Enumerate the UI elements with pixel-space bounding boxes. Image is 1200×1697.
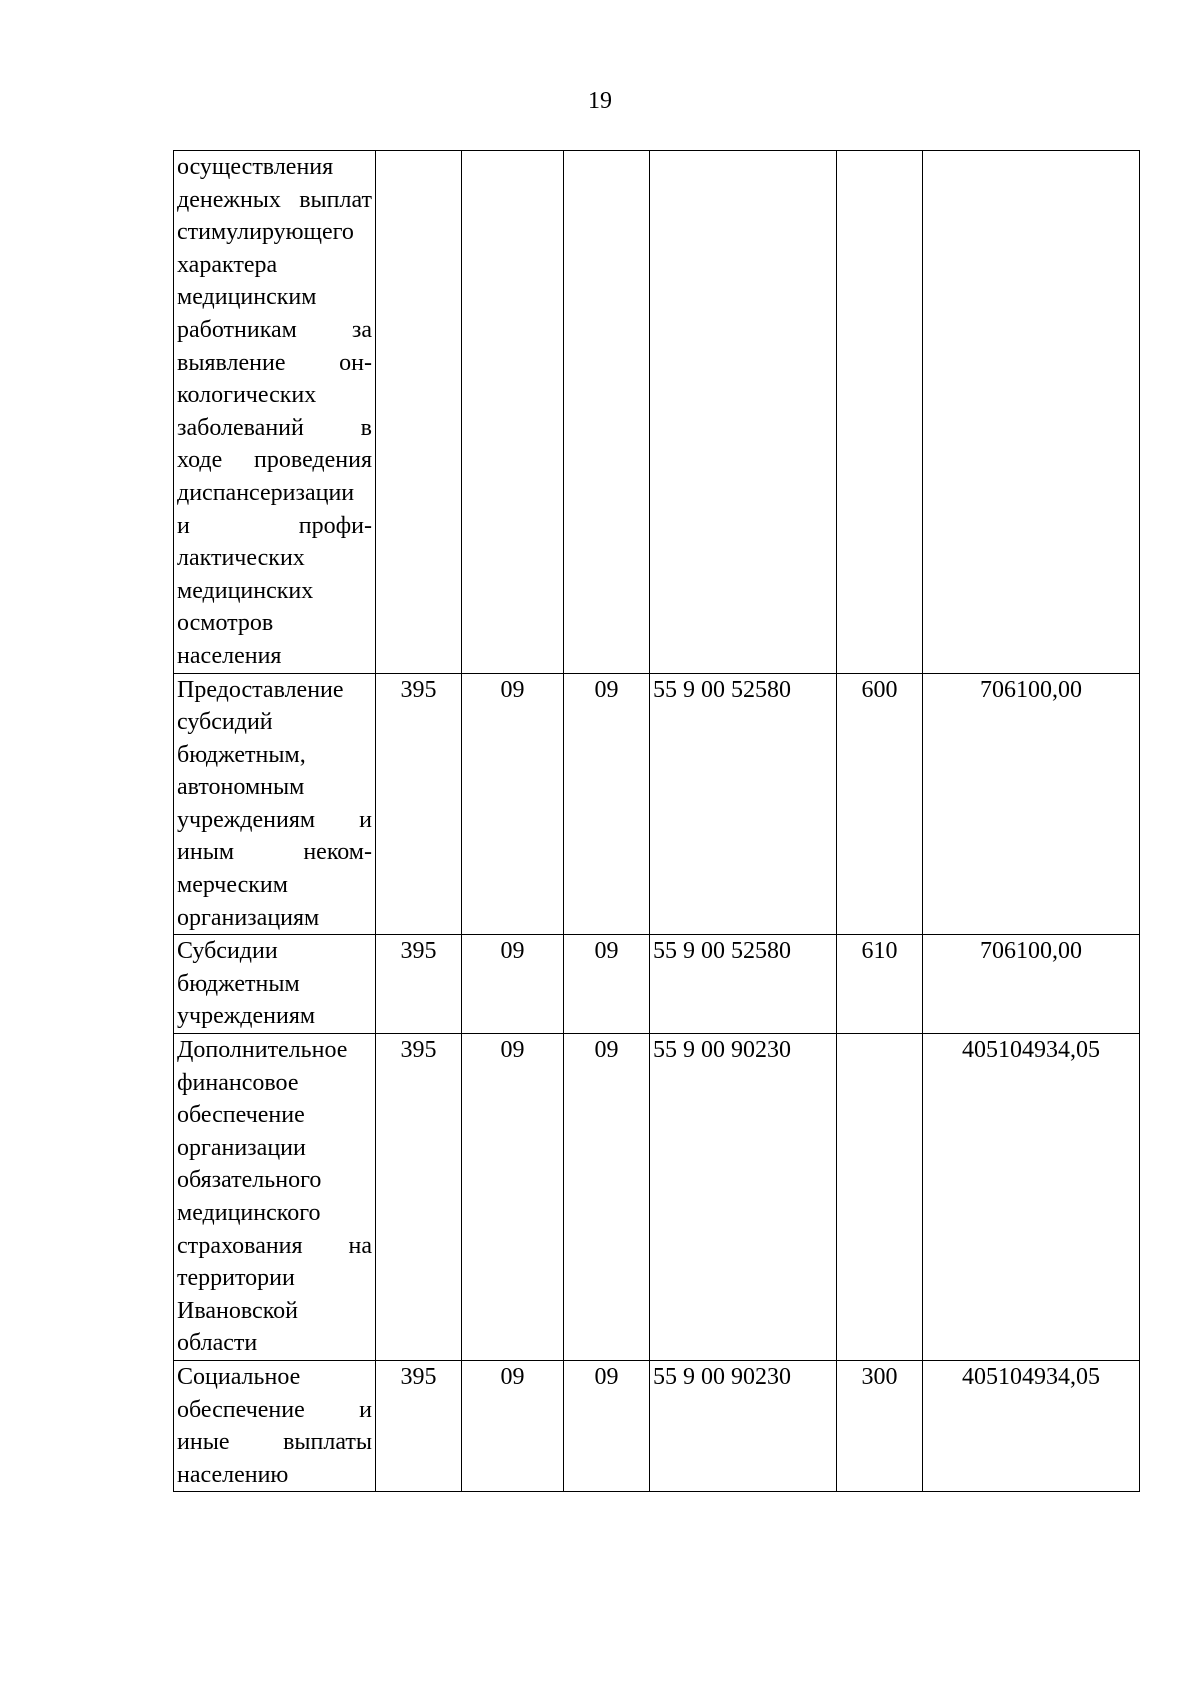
- section-cell: 09: [462, 1034, 564, 1361]
- subsection-cell: [564, 151, 650, 674]
- expense-type-cell: [837, 151, 923, 674]
- admin-code-cell: 395: [376, 1034, 462, 1361]
- expense-type-cell: [837, 1034, 923, 1361]
- amount-cell: 706100,00: [923, 935, 1140, 1034]
- subsection-cell: 09: [564, 935, 650, 1034]
- amount-cell: [923, 151, 1140, 674]
- amount-cell: 405104934,05: [923, 1034, 1140, 1361]
- target-article-cell: 55 9 00 90230: [650, 1034, 837, 1361]
- target-article-cell: 55 9 00 90230: [650, 1360, 837, 1491]
- section-cell: 09: [462, 673, 564, 935]
- row-name-cell: Предоставление субсидий бюджетным, автономным учреждениям и иным некоммерческим организациям: [174, 673, 376, 935]
- target-article-cell: [650, 151, 837, 674]
- row-name-cell: осуществления денежных выплат стимулирующего характера медицинским работникам за выявление онкологических заболеваний в ходе проведения диспансеризации и профилактических медицинских осмотров населения: [174, 151, 376, 674]
- admin-code-cell: 395: [376, 673, 462, 935]
- section-cell: 09: [462, 1360, 564, 1491]
- table-row: [174, 935, 1140, 1034]
- amount-cell: 405104934,05: [923, 1360, 1140, 1491]
- expense-type-cell: 610: [837, 935, 923, 1034]
- table-row: [174, 151, 1140, 674]
- subsection-cell: 09: [564, 1360, 650, 1491]
- table-row: [174, 1360, 1140, 1491]
- amount-cell: 706100,00: [923, 673, 1140, 935]
- target-article-cell: 55 9 00 52580: [650, 673, 837, 935]
- row-name-cell: Социальное обеспечение и иные выплаты населению: [174, 1360, 376, 1491]
- admin-code-cell: 395: [376, 935, 462, 1034]
- expense-type-cell: 600: [837, 673, 923, 935]
- section-cell: [462, 151, 564, 674]
- table-row: [174, 1034, 1140, 1361]
- row-name-cell: Дополнительное финансовое обеспечение организации обязательного медицинского страхования на территории Ивановской области: [174, 1034, 376, 1361]
- table-row: [174, 673, 1140, 935]
- admin-code-cell: 395: [376, 1360, 462, 1491]
- budget-table: [173, 150, 1140, 1492]
- subsection-cell: 09: [564, 673, 650, 935]
- target-article-cell: 55 9 00 52580: [650, 935, 837, 1034]
- subsection-cell: 09: [564, 1034, 650, 1361]
- expense-type-cell: 300: [837, 1360, 923, 1491]
- row-name-cell: Субсидии бюджетным учреждениям: [174, 935, 376, 1034]
- admin-code-cell: [376, 151, 462, 674]
- page-number: 19: [588, 88, 612, 114]
- section-cell: 09: [462, 935, 564, 1034]
